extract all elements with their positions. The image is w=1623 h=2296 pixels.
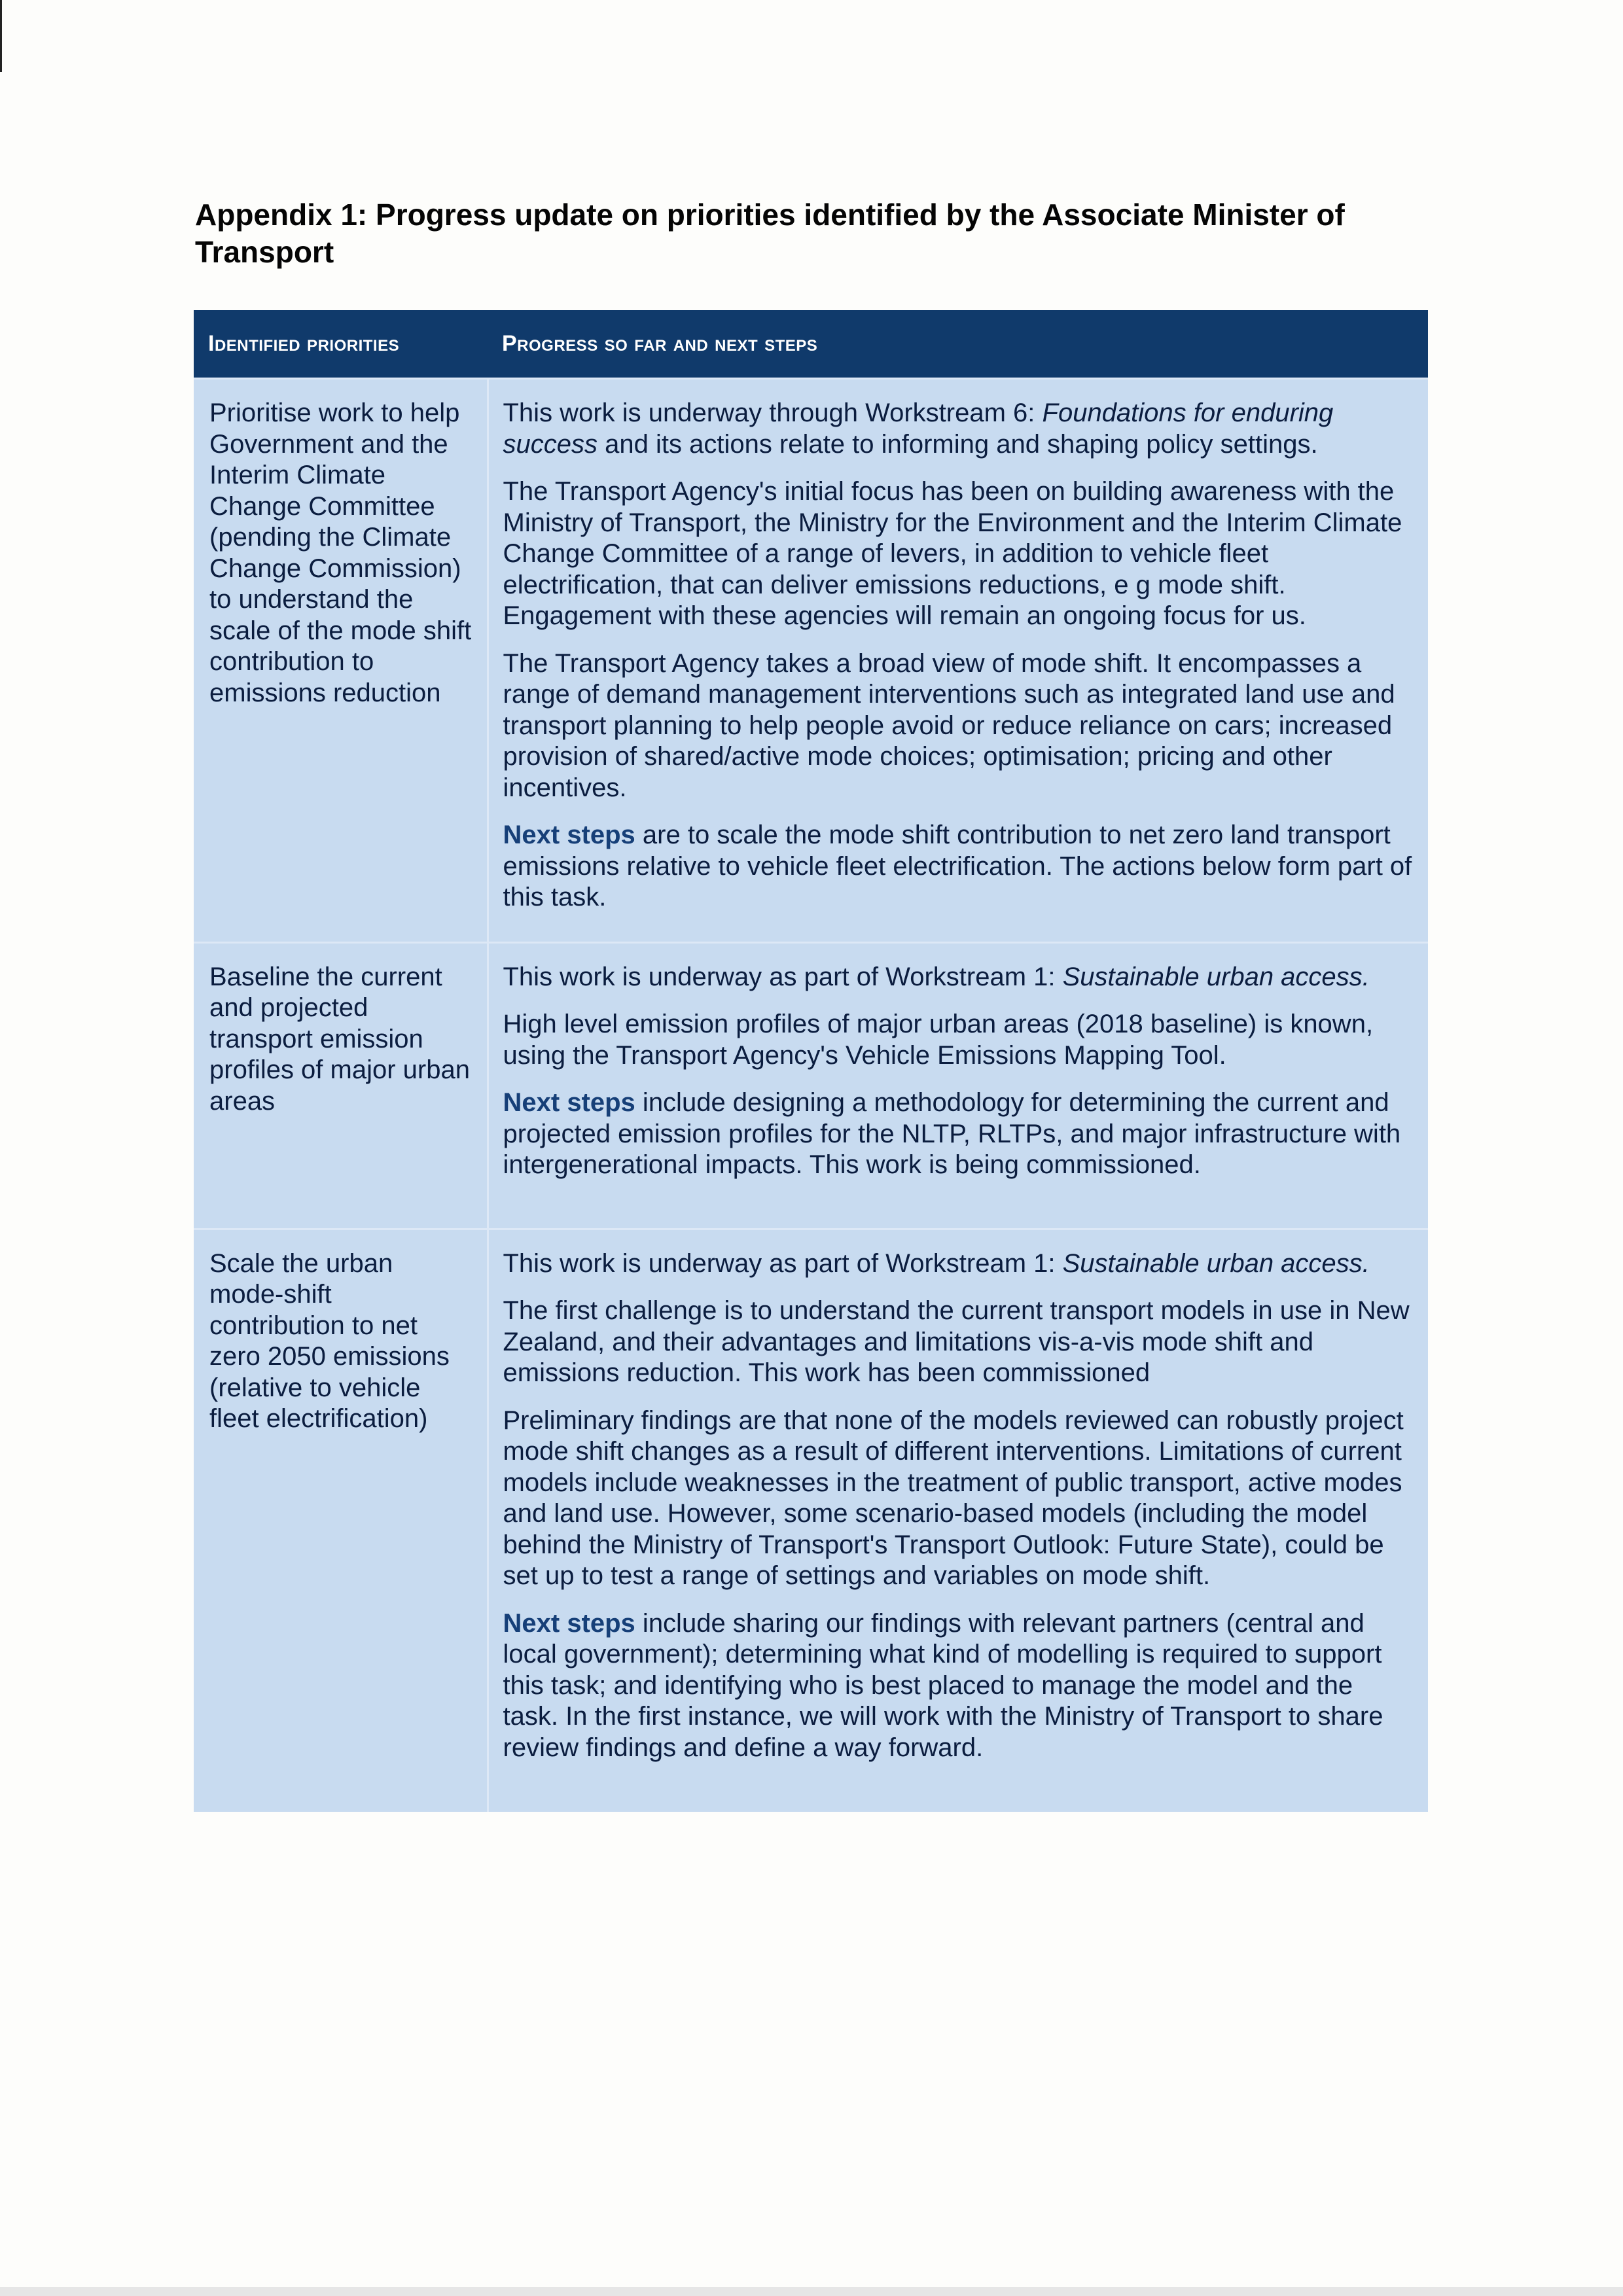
page-title: Appendix 1: Progress update on priorities identified by the Associate Minister of Transport: [195, 198, 1345, 269]
text: This work is underway as part of Workstream 1:: [503, 1248, 1063, 1278]
workstream-name: Sustainable urban access.: [1062, 1248, 1370, 1278]
header-progress: Progress so far and next steps: [488, 310, 1428, 379]
text: and its actions relate to informing and shaping policy settings.: [597, 429, 1318, 459]
paragraph: The Transport Agency's initial focus has been on building awareness with the Ministry of Transport, the Ministry for the Environment and the Interim Climate Change Committee of a range of levers, in addition to vehicle fleet electrification, that can deliver emissions reductions, e g mode shift. Engagement with these agencies will remain an ongoing focus for us.: [503, 477, 1402, 630]
paragraph: The first challenge is to understand the current transport models in use in New Zealand, and their advantages and limitations vis-a-vis mode shift and emissions reduction. This work has been commissioned: [503, 1296, 1410, 1387]
paragraph: [503, 1248, 1414, 1280]
paragraph: The Transport Agency takes a broad view of mode shift. It encompasses a range of demand management interventions such as integrated land use and transport planning to help people avoid or reduce reliance on cars; increased provision of shared/active mode choices; optimisation; pricing and other incentives.: [503, 648, 1395, 802]
scan-edge: [0, 0, 2, 72]
priority-cell: Baseline the current and projected transport emission profiles of major urban areas: [194, 942, 488, 1229]
progress-cell: [488, 1229, 1428, 1812]
paragraph: [503, 820, 1414, 913]
text: include sharing our findings with relevant partners (central and local government); determining what kind of modelling is required to support this task; and identifying who is best placed to manage the model and the task. In the first instance, we will work with the Ministry of Transport to share review findings and define a way forward.: [503, 1608, 1383, 1762]
text: include designing a methodology for determining the current and projected emission profiles for the NLTP, RLTPs, and major infrastructure with intergenerational impacts. This work is being commissioned.: [503, 1088, 1401, 1179]
priority-cell: Prioritise work to help Government and the Interim Climate Change Committee (pending the Climate Change Commission) to understand the scale of the mode shift contribution to emissions reduction: [194, 379, 488, 943]
paragraph: Preliminary findings are that none of the models reviewed can robustly project mode shift changes as a result of different interventions. Limitations of current models include weaknesses in the treatment of public transport, active modes and land use. However, some scenario-based models (including the model behind the Ministry of Transport's Transport Outlook: Future State), could be set up to test a range of settings and variables on mode shift.: [503, 1405, 1404, 1590]
next-steps-label: Next steps: [503, 1088, 635, 1117]
text: This work is underway through Workstream 6:: [503, 398, 1043, 427]
paragraph: [503, 1608, 1414, 1764]
next-steps-label: Next steps: [503, 1608, 635, 1638]
text: This work is underway as part of Workstream 1:: [503, 962, 1063, 991]
workstream-name: Foundations for enduring success: [503, 398, 1334, 459]
table-row: [194, 379, 1428, 943]
progress-cell: [488, 379, 1428, 943]
workstream-name: Sustainable urban access.: [1062, 962, 1370, 991]
paragraph: [503, 962, 1414, 993]
scan-bottom-edge: [0, 2287, 1623, 2296]
table-header: [194, 310, 1428, 379]
priority-cell: Scale the urban mode-shift contribution to net zero 2050 emissions (relative to vehicle fleet electrification): [194, 1229, 488, 1812]
paragraph: High level emission profiles of major urban areas (2018 baseline) is known, using the Transport Agency's Vehicle Emissions Mapping Tool.: [503, 1010, 1374, 1070]
next-steps-label: Next steps: [503, 821, 635, 849]
priorities-table: [194, 310, 1428, 1812]
progress-cell: [488, 942, 1428, 1229]
table-row: [194, 1229, 1428, 1812]
paragraph: [503, 398, 1414, 460]
paragraph: [503, 1087, 1414, 1181]
table-row: [194, 942, 1428, 1229]
header-identified-priorities: Identified priorities: [194, 310, 488, 379]
text: are to scale the mode shift contribution to net zero land transport emissions relative to vehicle fleet electrification. The actions below form part of this task.: [503, 821, 1412, 911]
